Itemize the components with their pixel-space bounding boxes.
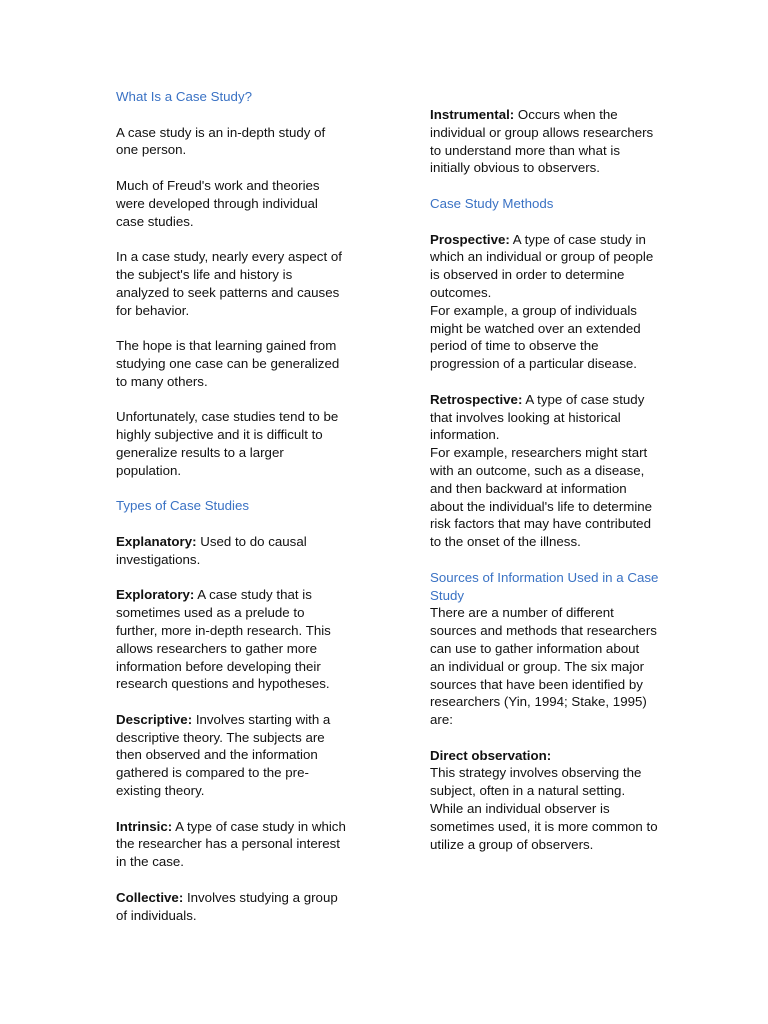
text-line: This strategy involves observing the [430, 765, 642, 781]
heading-sources-of-information [430, 569, 686, 605]
paragraph-intrinsic [116, 818, 366, 871]
text-line: descriptive theory. The subjects are [116, 729, 325, 745]
text-line: might be watched over an extended [430, 320, 641, 336]
text-line: further, more in-depth research. This [116, 622, 331, 638]
paragraph-definition [116, 124, 366, 160]
text-line: in the case. [116, 854, 185, 870]
text-line: The hope is that learning gained from [116, 338, 337, 354]
text-line: to understand more than what is [430, 142, 620, 158]
paragraph-direct-observation [430, 747, 686, 854]
paragraph-explanatory [116, 533, 366, 569]
text-line: Unfortunately, case studies tend to be [116, 409, 339, 425]
text-line: A case study is an in-depth study of [116, 124, 326, 140]
text-line: investigations. [116, 551, 201, 567]
text-line: then observed and the information [116, 747, 318, 763]
term-collective: Collective: [116, 889, 184, 905]
left-column [116, 88, 366, 924]
term-prospective: Prospective: [430, 231, 510, 247]
term-explanatory: Explanatory: [116, 533, 197, 549]
term-instrumental: Instrumental: [430, 107, 515, 122]
text-line: progression of a particular disease. [430, 356, 637, 372]
text-line: that involves looking at historical [430, 409, 621, 425]
text-line: There are a number of different [430, 605, 614, 621]
text-line: an individual or group. The six major [430, 658, 645, 674]
text-line: researchers (Yin, 1994; Stake, 1995) [430, 694, 647, 710]
heading-line: Sources of Information Used in a Case [430, 569, 659, 585]
heading-line: Study [430, 587, 465, 603]
text-line: generalize results to a larger [116, 444, 284, 460]
right-column [430, 106, 686, 853]
text-line: For example, a group of individuals [430, 302, 637, 318]
text-line: which an individual or group of people [430, 249, 654, 265]
term-direct-observation: Direct observation: [430, 747, 552, 763]
text-line: allows researchers to gather more [116, 640, 318, 656]
text-line: sometimes used as a prelude to [116, 605, 305, 621]
text-line: A type of case study in [509, 231, 646, 247]
paragraph-instrumental [430, 106, 686, 177]
text-line: research questions and hypotheses. [116, 676, 330, 692]
text-line: studying one case can be generalized [116, 355, 340, 371]
text-line: Much of Freud's work and theories [116, 177, 320, 193]
term-intrinsic: Intrinsic: [116, 818, 173, 834]
text-line: are: [430, 712, 453, 728]
text-line: existing theory. [116, 783, 205, 799]
heading-types-of-case-studies: Types of Case Studies [116, 498, 250, 514]
text-line: is observed in order to determine [430, 267, 625, 283]
text-line: can use to gather information about [430, 640, 640, 656]
text-line: the subject's life and history is [116, 266, 293, 282]
paragraph-every-aspect [116, 248, 366, 319]
text-line: one person. [116, 142, 187, 158]
text-line: for behavior. [116, 302, 190, 318]
text-line: sources that have been identified by [430, 676, 643, 692]
text-line: period of time to observe the [430, 338, 599, 354]
text-line: Occurs when the [514, 107, 618, 122]
text-line: A type of case study in which [172, 818, 346, 834]
text-line: sources and methods that researchers [430, 623, 657, 639]
text-line: highly subjective and it is difficult to [116, 427, 323, 443]
paragraph-descriptive [116, 711, 366, 800]
term-retrospective: Retrospective: [430, 391, 523, 407]
text-line: population. [116, 462, 182, 478]
text-line: gathered is compared to the pre- [116, 765, 309, 781]
text-line: with an outcome, such as a disease, [430, 462, 645, 478]
text-line: A case study that is [194, 587, 312, 603]
text-line: and then backward at information [430, 480, 627, 496]
text-line: to the onset of the illness. [430, 534, 581, 550]
text-line: utilize a group of observers. [430, 836, 594, 852]
text-line: were developed through individual [116, 195, 318, 211]
text-line: Involves studying a group [183, 889, 338, 905]
text-line: of individuals. [116, 907, 197, 923]
text-line: case studies. [116, 213, 194, 229]
text-line: subject, often in a natural setting. [430, 783, 626, 799]
text-line: In a case study, nearly every aspect of [116, 249, 342, 265]
paragraph-retrospective [430, 391, 686, 551]
text-line: the researcher has a personal interest [116, 836, 340, 852]
paragraph-unfortunately [116, 408, 366, 479]
heading-what-is-case-study: What Is a Case Study? [116, 89, 252, 104]
paragraph-prospective [430, 231, 686, 373]
term-descriptive: Descriptive: [116, 711, 193, 727]
text-line: Used to do causal [196, 533, 307, 549]
term-exploratory: Exploratory: [116, 587, 195, 603]
text-line: While an individual observer is [430, 801, 610, 817]
paragraph-collective [116, 889, 366, 925]
text-line: about the individual's life to determine [430, 498, 653, 514]
text-line: information. [430, 427, 500, 443]
text-line: risk factors that may have contributed [430, 516, 651, 532]
text-line: analyzed to seek patterns and causes [116, 284, 340, 300]
text-line: to many others. [116, 373, 208, 389]
text-line: outcomes. [430, 284, 492, 300]
text-line: A type of case study [522, 391, 645, 407]
paragraph-sources-intro [430, 604, 686, 729]
text-line: individual or group allows researchers [430, 124, 654, 140]
text-line: Involves starting with a [192, 711, 331, 727]
text-line: For example, researchers might start [430, 445, 648, 461]
paragraph-freud [116, 177, 366, 230]
paragraph-hope [116, 337, 366, 390]
text-line: initially obvious to observers. [430, 160, 600, 176]
paragraph-exploratory [116, 586, 366, 693]
text-line: information before developing their [116, 658, 321, 674]
heading-case-study-methods: Case Study Methods [430, 195, 554, 211]
text-line: sometimes used, it is more common to [430, 818, 658, 834]
